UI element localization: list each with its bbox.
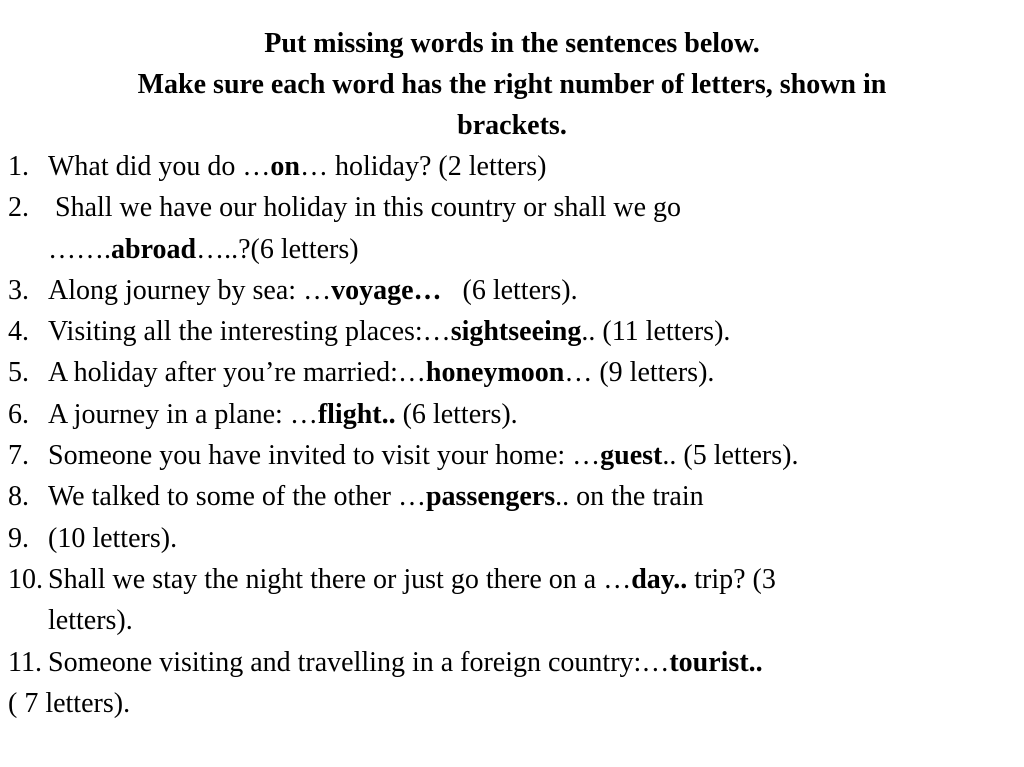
list-item-10 [0,559,1024,600]
item-pre: Shall we have our holiday in this country or shall we go [48,192,681,224]
list-item-6 [0,394,1024,435]
item-text [48,229,359,270]
list-item-5 [0,352,1024,393]
item-number: 11. [8,646,42,678]
item-pre: A holiday after you’re married:… [48,357,426,389]
item-number: 8. [8,481,29,513]
item-number: 4. [8,316,29,348]
item-text [48,270,578,311]
item-number: 2. [8,192,29,224]
item-number: 10. [8,563,43,595]
answer-word: guest [600,440,663,472]
item-pre: We talked to some of the other … [48,481,426,513]
list-item-8 [0,476,1024,517]
list-item-11 [0,642,1024,683]
list-item-2-continued [0,229,1024,270]
answer-word: passengers [425,481,556,513]
instructions-heading [20,23,1004,146]
list-item-4 [0,311,1024,352]
answer-word: on [270,151,300,182]
item-text [48,146,546,187]
heading-line-2: Make sure each word has the right number of letters, shown in [137,69,887,100]
heading-line-1: Put missing words in the sentences below. [264,28,760,59]
item-text [48,394,518,435]
item-number: 7. [8,440,29,472]
item-pre: Shall we stay the night there or just go there on a … [48,563,632,595]
item-text [48,187,681,228]
item-number: 6. [8,398,29,430]
item-text [48,435,798,476]
list-item-9 [0,518,1024,559]
item-number: 3. [8,274,29,306]
item-text [48,642,763,683]
item-text [48,311,730,352]
list-item-7 [0,435,1024,476]
item-pre: Someone you have invited to visit your home: … [48,440,601,472]
answer-word: tourist.. [669,646,763,678]
item-post: .. (5 letters). [662,440,799,472]
item-post: … (9 letters). [564,357,715,389]
item-post: .. (11 letters). [581,316,731,348]
item-text [48,559,776,600]
answer-word: abroad [111,233,197,265]
item-number: 5. [8,357,29,389]
list-item-1 [0,146,1024,187]
answer-word: sightseeing [450,316,582,348]
item-pre: What did you do … [48,151,271,182]
item-text: (10 letters). [48,522,178,554]
item-pre: Along journey by sea: … [48,274,332,306]
item-pre: Someone visiting and travelling in a foreign country:… [48,646,670,678]
item-post: trip? (3 [687,563,776,595]
answer-word: flight.. [317,398,396,430]
item-number: 1. [8,151,29,182]
item-post: … holiday? (2 letters) [300,151,547,182]
item-post: (6 letters). [441,274,578,306]
list-item-3 [0,270,1024,311]
item-number: 9. [8,522,29,554]
item-text [48,476,704,517]
item-pre: Visiting all the interesting places:… [48,316,451,348]
item-text [48,352,714,393]
item-pre: ……. [48,233,111,265]
exercise-list [0,146,1024,724]
list-item-11-continued [0,683,1024,724]
item-pre: A journey in a plane: … [48,398,318,430]
item-post: (6 letters). [395,398,518,430]
answer-word: voyage… [331,274,442,306]
answer-word: honeymoon [425,357,565,389]
item-post: .. on the train [555,481,704,513]
answer-word: day.. [631,563,688,595]
list-item-2 [0,187,1024,228]
list-item-10-continued [0,600,1024,641]
item-post: …..?(6 letters) [196,233,359,265]
item-text: letters). [48,605,133,637]
heading-line-3: brackets. [457,110,567,141]
item-text: ( 7 letters). [8,687,131,719]
